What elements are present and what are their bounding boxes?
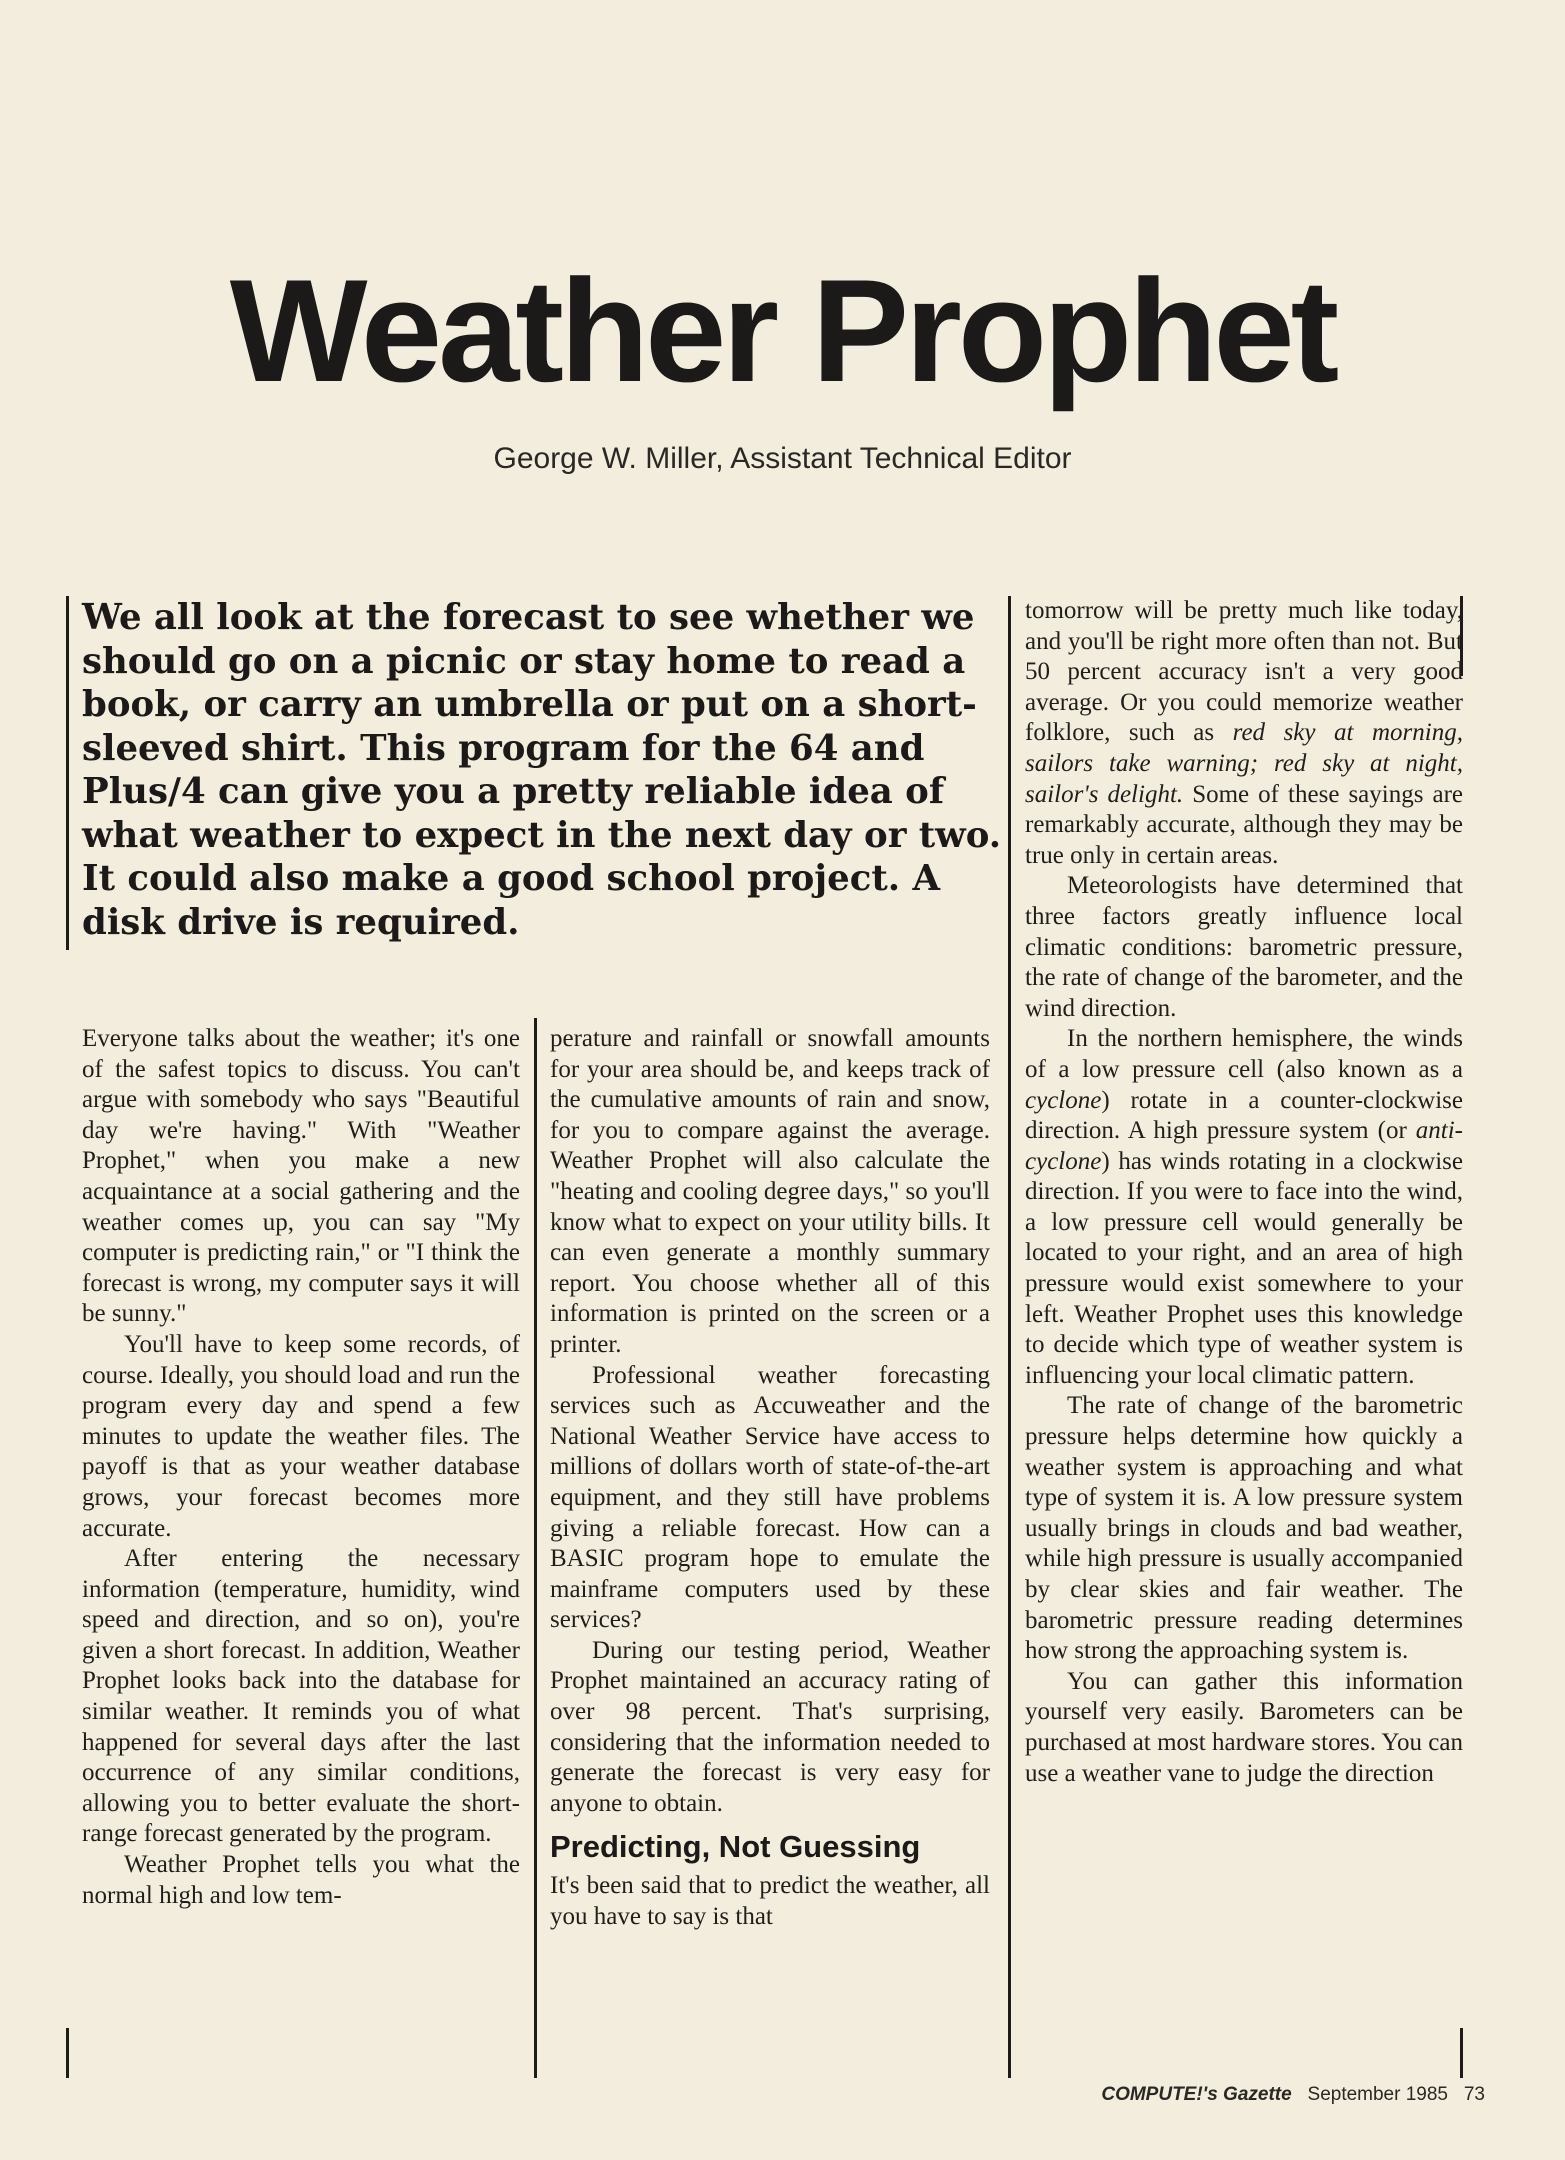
paragraph: It's been said that to predict the weather, all you have to say is that — [550, 1872, 990, 1931]
issue-date: September 1985 — [1307, 2084, 1449, 2105]
article-deck — [82, 596, 1012, 944]
left-column-rule — [66, 2028, 69, 2078]
text-run: Some of these sayings are remarkably accurate, although they may be true only in certain areas. — [1025, 780, 1464, 869]
text-run: ) has winds rotating in a clockwise direction. If you were to face into the wind, a low pressure cell would generally be located to your right, and an area of high pressure would exist somewhere to your left. Weather Prophet uses this knowledge to decide which type of weather system is influencing your local climatic pattern. — [1025, 1147, 1463, 1389]
paragraph: Weather Prophet tells you what the normal high and low tem- — [82, 1851, 520, 1909]
paragraph: During our testing period, Weather Prophet maintained an accuracy rating of over 98 percent. That's surprising, considering that the information needed to generate the forecast is very easy for anyone to obtain. — [550, 1636, 990, 1817]
paragraph: You can gather this information yourself very easily. Barometers can be purchased at most hardware stores. You can use a weather vane to judge the direction — [1025, 1667, 1463, 1787]
deck-text: We all look at the forecast to see whether we should go on a picnic or stay home to read a book, or carry an umbrella or put on a short-sleeved shirt. This program for the 64 and Plus/4 can give you a pretty reliable idea of what weather to expect in the next day or two. It could also make a good school project. A disk drive is required. — [82, 597, 1002, 943]
paragraph: The rate of change of the barometric pressure helps determine how quickly a weather system is approaching and what type of system it is. A low pressure system usually brings in clouds and bad weather, while high pressure is usually accompanied by clear skies and fair weather. The barometric pressure reading determines how strong the approaching system is. — [1025, 1392, 1463, 1665]
paragraph: You'll have to keep some records, of course. Ideally, you should load and run the program every day and spend a few minutes to update the weather files. The payoff is that as your weather database grows, your forecast becomes more accurate. — [82, 1330, 520, 1542]
article-title: Weather Prophet — [229, 249, 1336, 412]
page-footer — [1085, 2084, 1485, 2106]
magazine-name: COMPUTE!'s Gazette — [1101, 2084, 1292, 2105]
paragraph: Everyone talks about the weather; it's one of the safest topics to discuss. You can't argue with somebody who says "Beautiful day we're having." With "Weather Prophet," when you make a new acquaintance at a social gathering and the weather comes up, you can say "My computer is predicting rain," or "I think the forecast is wrong, my computer says it will be sunny." — [82, 1025, 520, 1328]
term-anticyclone: anti-cyclone — [1025, 1117, 1463, 1175]
paragraph: perature and rainfall or snowfall amounts for your area should be, and keeps track of the cumulative amounts of rain and snow, for you to compare against the average. Weather Prophet will also calculate the "heating and cooling degree days," so you'll know what to expect on your utility bills. It can even generate a monthly summary report. You choose whether all of this information is printed on the screen or a printer. — [550, 1025, 990, 1358]
paragraph: Professional weather forecasting services such as Accuweather and the National Weather Service have access to millions of dollars worth of state-of-the-art equipment, and they still have problems giving a reliable forecast. How can a BASIC program hope to emulate the mainframe computers used by these services? — [550, 1361, 990, 1634]
paragraph: After entering the necessary information (temperature, humidity, wind speed and direction, and so on), you're given a short forecast. In addition, Weather Prophet looks back into the database for similar weather. It reminds you of what happened for several days after the last occurrence of any similar conditions, allowing you to better evaluate the short-range forecast generated by the program. — [82, 1545, 520, 1848]
paragraph — [1025, 596, 1463, 871]
byline: George W. Miller, Assistant Technical Editor — [493, 442, 1072, 475]
deck-left-rule — [66, 596, 69, 950]
page-number: 73 — [1463, 2084, 1485, 2105]
column-left — [82, 1024, 520, 1911]
folklore-quote: red sky at morning, sailors take warning; red sky at night, sailor's delight. — [1025, 719, 1463, 808]
text-run: In the northern hemisphere, the winds of a low pressure cell (also known as a — [1025, 1025, 1463, 1083]
column-divider-1 — [534, 1018, 537, 2078]
text-run: ) rotate in a counter-clockwise direction. A high pressure system (or — [1025, 1086, 1463, 1145]
column-middle — [550, 1024, 990, 1933]
section-heading: Predicting, Not Guessing — [550, 1829, 921, 1865]
column-right — [1025, 596, 1463, 1789]
right-column-bottom-rule — [1460, 2028, 1463, 2078]
paragraph: Meteorologists have determined that three factors greatly influence local climatic conditions: barometric pressure, the rate of change of the barometer, and the wind direction. — [1025, 872, 1463, 1022]
text-run: tomorrow will be pretty much like today, and you'll be right more often than not. But 50 percent accuracy isn't a very good average. Or you could memorize weather folklore, such as — [1025, 597, 1463, 747]
term-cyclone: cyclone — [1025, 1086, 1102, 1114]
paragraph — [1025, 1024, 1463, 1391]
